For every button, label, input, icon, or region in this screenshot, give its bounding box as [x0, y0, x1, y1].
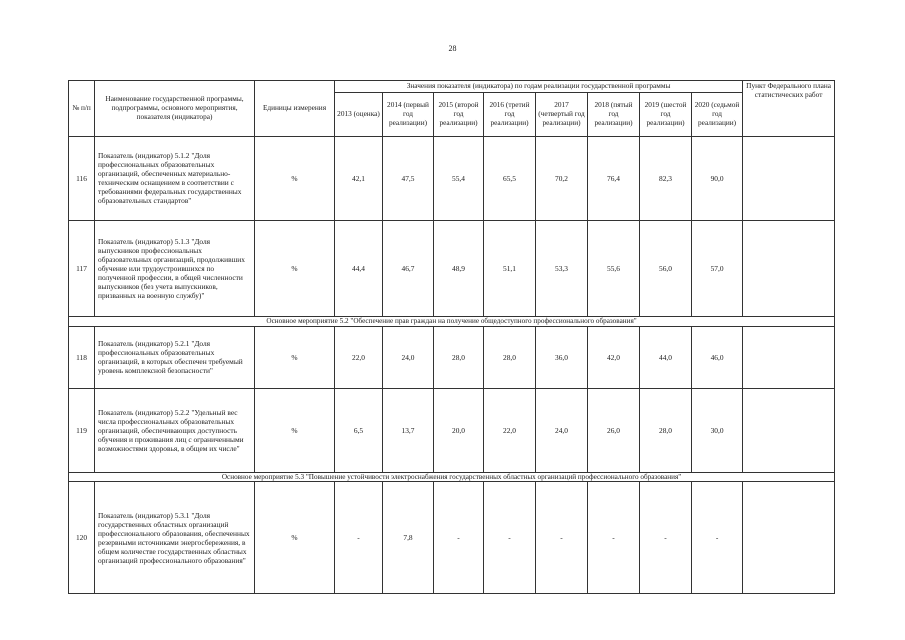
indicator-name: Показатель (индикатор) 5.1.2 "Доля профессиональных образовательных организаций, обеспеченных материально-техническим оснащением в соответствии с требованиями федеральных государственных образовательных стандартов" — [95, 136, 255, 220]
indicator-name: Показатель (индикатор) 5.2.1 "Доля профессиональных образовательных организаций, в которых обеспечен требуемый уровень комплексной безопасности" — [95, 326, 255, 388]
value-cell: 22,0 — [484, 388, 536, 472]
row-number: 118 — [69, 326, 95, 388]
value-cell: 20,0 — [434, 388, 484, 472]
row-number: 116 — [69, 136, 95, 220]
value-cell: 48,9 — [434, 220, 484, 316]
value-cell: 46,0 — [692, 326, 743, 388]
indicator-name: Показатель (индикатор) 5.2.2 "Удельный вес числа профессиональных образовательных организаций, обеспечивающих доступность обучения и проживания лиц с ограниченными возможностями здоровья, в общем их числе" — [95, 388, 255, 472]
header-name: Наименование государственной программы, подпрограммы, основного мероприятия, показателя (индикатора) — [95, 81, 255, 137]
value-cell: 70,2 — [536, 136, 588, 220]
value-cell: - — [692, 482, 743, 594]
section-title: Основное мероприятие 5.2 "Обеспечение прав граждан на получение общедоступного профессионального образования" — [69, 316, 835, 326]
value-cell: - — [484, 482, 536, 594]
plan-point-cell — [743, 482, 835, 594]
value-cell: 28,0 — [640, 388, 692, 472]
header-year: 2017 (четвертый год реализации) — [536, 92, 588, 136]
plan-point-cell — [743, 220, 835, 316]
header-year: 2015 (второй год реализации) — [434, 92, 484, 136]
plan-point-cell — [743, 136, 835, 220]
value-cell: 24,0 — [383, 326, 434, 388]
header-plan-point: Пункт Федерального плана статистических работ — [743, 81, 835, 137]
row-number: 117 — [69, 220, 95, 316]
header-year: 2018 (пятый год реализации) — [588, 92, 640, 136]
header-year: 2019 (шестой год реализации) — [640, 92, 692, 136]
value-cell: 42,0 — [588, 326, 640, 388]
indicator-unit: % — [255, 220, 335, 316]
section-row — [69, 472, 835, 482]
table-row — [69, 388, 835, 472]
value-cell: 55,4 — [434, 136, 484, 220]
table-row — [69, 136, 835, 220]
indicator-unit: % — [255, 136, 335, 220]
indicator-unit: % — [255, 482, 335, 594]
value-cell: 42,1 — [335, 136, 383, 220]
value-cell: - — [536, 482, 588, 594]
indicator-unit: % — [255, 388, 335, 472]
value-cell: 90,0 — [692, 136, 743, 220]
plan-point-cell — [743, 326, 835, 388]
value-cell: 56,0 — [640, 220, 692, 316]
value-cell: 28,0 — [484, 326, 536, 388]
value-cell: 47,5 — [383, 136, 434, 220]
plan-point-cell — [743, 388, 835, 472]
value-cell: 6,5 — [335, 388, 383, 472]
section-title: Основное мероприятие 5.3 "Повышение устойчивости электроснабжения государственных областных организаций профессионального образования" — [69, 472, 835, 482]
indicator-table — [68, 80, 835, 594]
value-cell: 65,5 — [484, 136, 536, 220]
value-cell: 51,1 — [484, 220, 536, 316]
value-cell: 13,7 — [383, 388, 434, 472]
header-year: 2014 (первый год реализации) — [383, 92, 434, 136]
table-row — [69, 220, 835, 316]
value-cell: 7,8 — [383, 482, 434, 594]
table-row — [69, 482, 835, 594]
value-cell: 28,0 — [434, 326, 484, 388]
value-cell: - — [335, 482, 383, 594]
value-cell: 26,0 — [588, 388, 640, 472]
row-number: 119 — [69, 388, 95, 472]
value-cell: - — [640, 482, 692, 594]
value-cell: 44,0 — [640, 326, 692, 388]
indicator-name: Показатель (индикатор) 5.3.1 "Доля государственных областных организаций профессионального образования, обеспеченных резервными источниками энергосбережения, в общем количестве государственных областных организаций профессионального образования" — [95, 482, 255, 594]
value-cell: 53,3 — [536, 220, 588, 316]
value-cell: 57,0 — [692, 220, 743, 316]
value-cell: 82,3 — [640, 136, 692, 220]
table-row — [69, 326, 835, 388]
value-cell: 36,0 — [536, 326, 588, 388]
value-cell: 24,0 — [536, 388, 588, 472]
header-year: 2013 (оценка) — [335, 92, 383, 136]
value-cell: 22,0 — [335, 326, 383, 388]
page-number: 28 — [448, 44, 457, 53]
section-row — [69, 316, 835, 326]
value-cell: 55,6 — [588, 220, 640, 316]
header-year: 2016 (третий год реализации) — [484, 92, 536, 136]
value-cell: - — [588, 482, 640, 594]
header-values-group: Значения показателя (индикатора) по годам реализации государственной программы — [335, 81, 743, 93]
value-cell: 30,0 — [692, 388, 743, 472]
value-cell: - — [434, 482, 484, 594]
row-number: 120 — [69, 482, 95, 594]
header-year: 2020 (седьмой год реализации) — [692, 92, 743, 136]
value-cell: 46,7 — [383, 220, 434, 316]
value-cell: 76,4 — [588, 136, 640, 220]
value-cell: 44,4 — [335, 220, 383, 316]
indicator-unit: % — [255, 326, 335, 388]
header-unit: Единицы измерения — [255, 81, 335, 137]
header-num: № п/п — [69, 81, 95, 137]
indicator-name: Показатель (индикатор) 5.1.3 "Доля выпускников профессиональных образовательных организаций, продолживших обучение или трудоустроившихся по полученной профессии, в общей численности выпускников (без учета выпускников, призванных на военную службу)" — [95, 220, 255, 316]
